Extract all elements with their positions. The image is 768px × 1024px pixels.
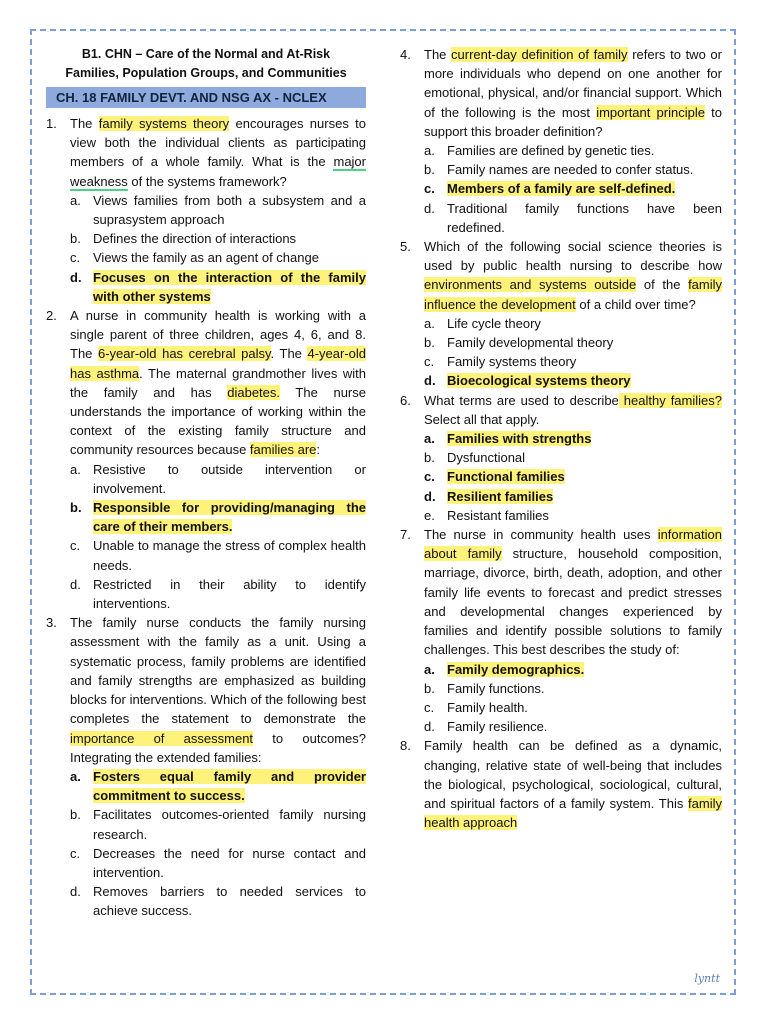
option-text [447, 199, 722, 237]
question-stem [70, 613, 366, 767]
answer-option [70, 191, 366, 229]
answer-option-correct [424, 467, 722, 486]
option-label: Views the family as an agent of change [93, 250, 319, 266]
highlighted-phrase: 6-year-old has cerebral palsy [97, 346, 271, 362]
option-text [447, 660, 722, 679]
option-text [93, 268, 366, 306]
answer-option-correct [424, 487, 722, 506]
option-label: Defines the direction of interactions [93, 231, 297, 247]
highlighted-answer: Family demographics. [447, 661, 585, 677]
answer-option [70, 229, 366, 248]
stem-text: : [316, 442, 321, 458]
option-letter: a. [70, 461, 81, 477]
highlighted-phrase: current-day definition of family [451, 47, 628, 62]
answer-option-correct [70, 767, 366, 805]
option-letter: c. [70, 538, 81, 554]
answer-option [424, 448, 722, 467]
option-text [93, 805, 366, 843]
stem-text: Family health can be defined as a dynamic, changing, relative state of well-being that includes the biological, psychological, sociological, cultural, and spiritual factors of a family system. This [424, 738, 722, 811]
option-text [447, 429, 722, 448]
option-text [447, 160, 722, 179]
answer-option [424, 314, 722, 333]
answer-option [70, 844, 366, 882]
highlighted-phrase: environments and systems outside [424, 277, 637, 293]
highlighted-answer: Bioecological systems theory [447, 373, 631, 389]
question-1 [46, 114, 366, 306]
option-letter: d. [424, 200, 435, 216]
option-letter: b. [424, 680, 435, 696]
stem-text: Select all that apply. [424, 411, 540, 427]
option-letter: a. [70, 768, 81, 784]
option-text [447, 314, 722, 333]
option-text [93, 191, 366, 229]
question-number: 1. [46, 116, 57, 131]
answer-option [70, 882, 366, 920]
option-label: Life cycle theory [447, 315, 541, 331]
stem-text: refers to two or more individuals who depend on one another for emotional, physical, and/or financial support. Which of the following is the most [424, 47, 722, 120]
answer-option [424, 698, 722, 717]
option-letter: c. [424, 181, 435, 197]
highlighted-answer: Functional families [447, 469, 565, 485]
question-number: 3. [46, 615, 57, 631]
option-letter: d. [424, 719, 435, 735]
highlighted-answer: Responsible for providing/managing the care of their members. [93, 500, 366, 535]
option-text [447, 352, 722, 371]
option-label: Family health. [447, 699, 528, 715]
right-column [400, 45, 722, 832]
option-letter: b. [424, 335, 435, 351]
question-stem [424, 736, 722, 832]
question-3 [46, 613, 366, 920]
option-label: Resistive to outside intervention or involvement. [93, 461, 366, 496]
highlighted-phrase: family systems theory [98, 116, 230, 131]
option-text [93, 882, 366, 920]
stem-text: encourages nurses to view both the individual clients as participating members of a whole family. What is the [70, 116, 367, 170]
stem-text: The nurse understands the importance of working within the context of the existing family structure and community resources because [70, 384, 366, 458]
option-label: Facilitates outcomes-oriented family nursing research. [93, 807, 366, 842]
stem-text: . The [270, 346, 308, 362]
question-stem [424, 525, 722, 659]
author-signature: lyntt [694, 972, 720, 985]
option-letter: b. [70, 231, 81, 247]
answer-option [70, 536, 366, 574]
option-label: Families are defined by genetic ties. [447, 143, 655, 159]
option-letter: b. [424, 162, 435, 178]
option-text [447, 506, 722, 525]
option-text [93, 498, 366, 536]
title-line-2: Families, Population Groups, and Communities [65, 66, 347, 80]
question-stem [70, 306, 366, 460]
highlighted-phrase: importance of assessment [70, 730, 254, 746]
stem-text: to outcomes? Integrating the extended families: [70, 730, 367, 765]
answer-option [424, 679, 722, 698]
answer-option [424, 717, 722, 736]
option-text [93, 460, 366, 498]
answer-option-correct [424, 429, 722, 448]
option-label: Views families from both a subsystem and a suprasystem approach [93, 192, 366, 228]
answer-options [400, 314, 722, 391]
answer-option [70, 575, 366, 613]
option-text [447, 141, 722, 160]
answer-option [424, 160, 722, 179]
option-text [93, 536, 366, 574]
answer-option [424, 506, 722, 525]
underlined-phrase: major weakness [70, 154, 366, 189]
question-stem [70, 114, 366, 191]
option-text [93, 248, 366, 267]
option-letter: d. [424, 373, 436, 389]
answer-option [70, 248, 366, 267]
option-text [447, 467, 722, 486]
option-letter: d. [70, 884, 81, 900]
option-text [447, 333, 722, 352]
left-column [46, 45, 366, 921]
option-label: Family systems theory [447, 354, 577, 370]
option-label: Dysfunctional [447, 450, 526, 466]
highlighted-answer: Resilient families [447, 488, 554, 504]
question-8 [400, 736, 722, 832]
question-number: 7. [400, 527, 411, 543]
question-2 [46, 306, 366, 613]
answer-option [70, 460, 366, 498]
highlighted-phrase: families are [249, 442, 317, 458]
option-text [447, 371, 722, 390]
question-number: 4. [400, 47, 411, 62]
highlighted-phrase: family influence the development [424, 277, 723, 312]
highlighted-answer: Families with strengths [447, 431, 592, 447]
option-text [93, 844, 366, 882]
option-letter: a. [424, 315, 435, 331]
stem-text: The family nurse conducts the family nursing assessment with the family as a unit. Using a systematic process, family problems are identified and family strengths are emphasized as building blocks for interventions. Which of the following best completes the statement to demonstrate the [70, 615, 366, 727]
option-label: Traditional family functions have been redefined. [447, 200, 722, 235]
option-text [447, 487, 722, 506]
option-letter: c. [424, 354, 435, 370]
option-label: Family names are needed to confer status. [447, 162, 694, 178]
question-number: 2. [46, 308, 57, 324]
option-letter: a. [70, 192, 81, 208]
stem-text: The [70, 116, 99, 131]
option-label: Resistant families [447, 507, 549, 523]
document-title [46, 45, 366, 83]
chapter-banner: CH. 18 FAMILY DEVT. AND NSG AX - NCLEX [46, 87, 366, 108]
option-text [447, 679, 722, 698]
question-number: 6. [400, 392, 411, 408]
option-letter: d. [70, 269, 82, 285]
question-number: 5. [400, 239, 411, 255]
answer-option [424, 199, 722, 237]
question-stem [424, 391, 722, 429]
answer-option [424, 352, 722, 371]
answer-option-correct [424, 179, 722, 198]
highlighted-phrase: information about family [424, 527, 722, 562]
answer-option-correct [424, 660, 722, 679]
option-label: Family developmental theory [447, 335, 614, 351]
option-label: Unable to manage the stress of complex health needs. [93, 538, 366, 573]
stem-text: to support this broader definition? [424, 104, 722, 139]
option-letter: e. [424, 507, 435, 523]
title-line-1: B1. CHN – Care of the Normal and At-Risk [81, 47, 331, 61]
option-letter: c. [424, 469, 435, 485]
option-letter: c. [424, 699, 435, 715]
option-letter: b. [70, 500, 82, 516]
answer-options [46, 191, 366, 306]
answer-option [70, 805, 366, 843]
question-7 [400, 525, 722, 736]
option-letter: a. [424, 431, 435, 447]
stem-text: of a child over time? [575, 296, 696, 312]
stem-text: The nurse in community health uses [424, 527, 658, 543]
answer-options [400, 429, 722, 525]
option-letter: d. [424, 488, 436, 504]
question-stem [424, 237, 722, 314]
option-letter: c. [70, 845, 81, 861]
answer-option-correct [70, 268, 366, 306]
option-letter: a. [424, 143, 435, 159]
option-letter: c. [70, 250, 81, 266]
option-label: Decreases the need for nurse contact and intervention. [93, 845, 366, 880]
option-label: Family functions. [447, 680, 545, 696]
document-page [30, 29, 736, 995]
highlighted-answer: Focuses on the interaction of the family with other systems [93, 269, 366, 304]
stem-text: . The maternal grandmother lives with the family and has [70, 365, 367, 400]
highlighted-phrase: diabetes. [227, 384, 281, 400]
highlighted-phrase: family health approach [424, 795, 722, 831]
option-text [93, 767, 366, 805]
question-4 [400, 45, 722, 237]
highlighted-phrase: important principle [596, 104, 705, 120]
option-letter: a. [424, 661, 435, 677]
stem-text: structure, household composition, marriage, divorce, birth, death, adoption, and other family life events to forecast and predict stresses and developmental changes experienced by families and identify possible solutions to family challenges. This best describes the study of: [424, 546, 723, 658]
question-list-right [400, 45, 722, 832]
answer-options [46, 767, 366, 921]
option-text [447, 448, 722, 467]
question-list-left [46, 114, 366, 921]
option-label: Family resilience. [447, 719, 548, 735]
question-number: 8. [400, 738, 411, 754]
highlighted-phrase: 4-year-old has asthma [70, 346, 367, 381]
option-letter: d. [70, 576, 81, 592]
stem-text: of the systems framework? [127, 173, 287, 189]
option-text [93, 575, 366, 613]
question-5 [400, 237, 722, 391]
stem-text: A nurse in community health is working with a single parent of three children, ages 4, 6, and 8. The [70, 308, 366, 362]
highlighted-answer: Fosters equal family and provider commitment to success. [93, 768, 366, 804]
question-6 [400, 391, 722, 525]
answer-options [400, 660, 722, 737]
answer-options [46, 460, 366, 614]
answer-options [400, 141, 722, 237]
stem-text: What terms are used to describe [424, 392, 619, 408]
stem-text: of the [636, 277, 689, 293]
answer-option-correct [424, 371, 722, 390]
option-text [447, 698, 722, 717]
option-text [93, 229, 366, 248]
option-label: Removes barriers to needed services to achieve success. [93, 884, 366, 919]
stem-text: The [424, 47, 452, 62]
option-letter: b. [70, 807, 81, 823]
answer-option [424, 333, 722, 352]
answer-option-correct [70, 498, 366, 536]
highlighted-phrase: healthy families? [618, 392, 722, 408]
answer-option [424, 141, 722, 160]
question-stem [424, 45, 722, 141]
option-letter: b. [424, 450, 435, 466]
option-text [447, 717, 722, 736]
highlighted-answer: Members of a family are self-defined. [447, 181, 676, 197]
stem-text: Which of the following social science theories is used by public health nursing to describe how [424, 239, 722, 274]
option-label: Restricted in their ability to identify interventions. [93, 576, 366, 612]
option-text [447, 179, 722, 198]
